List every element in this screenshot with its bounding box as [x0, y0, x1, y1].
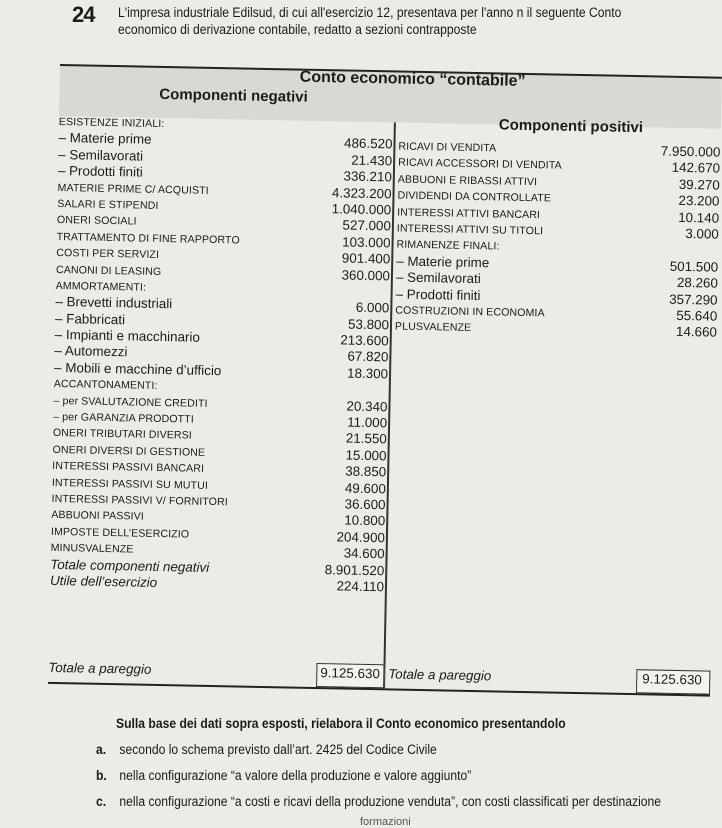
negative-row-value: 10.800	[344, 512, 386, 529]
negative-components-column	[49, 114, 393, 595]
negative-row-label: MATERIE PRIME C/ ACQUISTI	[57, 181, 209, 197]
negative-row-label: INTERESSI PASSIVI BANCARI	[52, 460, 205, 476]
table-title: Conto economico “contabile”	[299, 68, 526, 90]
item-a-letter: a.	[96, 742, 107, 757]
negative-row-value: 8.901.520	[324, 561, 385, 578]
item-c	[96, 794, 661, 809]
income-statement-table	[48, 62, 722, 715]
item-b	[96, 768, 471, 783]
negative-row-label: – Impianti e macchinario	[54, 327, 201, 345]
negative-row-label: ONERI SOCIALI	[56, 214, 137, 228]
negative-row-value: 38.850	[345, 463, 387, 480]
negative-row-label: AMMORTAMENTI:	[55, 279, 147, 294]
negative-row-label: CANONI DI LEASING	[55, 263, 162, 278]
negative-row-label: – Brevetti industriali	[55, 294, 173, 312]
negative-row-value: 4.323.200	[331, 184, 392, 201]
negative-row-value: 901.400	[341, 250, 391, 267]
negative-row-label: TRATTAMENTO DI FINE RAPPORTO	[56, 230, 240, 247]
positive-row-value: 7.950.000	[660, 143, 721, 160]
negative-row-label: Utile dell’esercizio	[49, 572, 158, 590]
negative-row-label: – Materie prime	[58, 130, 152, 148]
negative-row-label: – Prodotti finiti	[57, 163, 143, 180]
negative-row-label: ABBUONI PASSIVI	[51, 509, 144, 524]
positive-row-value: 3.000	[685, 225, 719, 242]
negative-row-value: 213.600	[340, 332, 389, 349]
positive-row-label: PLUSVALENZE	[394, 320, 472, 335]
negative-row-label: Totale componenti negativi	[50, 556, 210, 575]
negative-row-value: 49.600	[344, 480, 387, 496]
question-text: Sulla base dei dati sopra esposti, rielabora il Conto economico presentandolo	[116, 716, 566, 731]
positive-row-value: 142.670	[671, 160, 721, 177]
negative-row-label: COSTI PER SERVIZI	[56, 247, 160, 262]
positive-row-label: DIVIDENDI DA CONTROLLATE	[397, 189, 552, 205]
total-negative-label: Totale a pareggio	[48, 659, 152, 677]
footer-fragment: formazioni	[360, 816, 411, 828]
negative-row-label: INTERESSI PASSIVI V/ FORNITORI	[51, 492, 228, 509]
negative-row-value: 53.800	[347, 316, 390, 333]
negative-row-value: 486.520	[343, 135, 393, 152]
positive-row-value: 55.640	[676, 307, 718, 324]
negative-row-label: IMPOSTE DELL’ESERCIZIO	[50, 525, 190, 541]
positive-row-value: 39.270	[678, 176, 720, 193]
exercise-number: 24	[72, 2, 95, 27]
negative-row-label: – per SVALUTAZIONE CREDITI	[53, 394, 208, 410]
item-c-text: nella configurazione “a costi e ricavi della produzione venduta”, con costi classificati per destinazione	[119, 794, 662, 809]
negative-row-value: 360.000	[341, 266, 391, 283]
negative-row-label: – Fabbricati	[54, 310, 126, 327]
negative-row-value: 6.000	[355, 300, 390, 316]
negative-row-value: 11.000	[347, 414, 388, 431]
negative-row-value: 18.300	[346, 365, 389, 382]
item-b-text: nella configurazione “a valore della produzione e valore aggiunto”	[119, 768, 472, 783]
item-a	[96, 742, 437, 757]
exercise-intro	[118, 4, 658, 38]
negative-row-label: ESISTENZE INIZIALI:	[58, 115, 165, 131]
positive-row-label: INTERESSI ATTIVI BANCARI	[397, 206, 541, 221]
negative-row-value: 67.820	[347, 349, 389, 365]
positive-row-label: INTERESSI ATTIVI SU TITOLI	[396, 222, 544, 238]
negative-row-value: 527.000	[342, 217, 392, 234]
negative-row-label: ONERI DIVERSI DI GESTIONE	[52, 443, 206, 459]
negative-row-value: 204.900	[336, 529, 386, 546]
positive-row-label: RICAVI ACCESSORI DI VENDITA	[398, 156, 562, 173]
negative-row-label: SALARI E STIPENDI	[57, 197, 159, 212]
positive-row-label: – Semilavorati	[395, 269, 481, 287]
negative-row-value: 20.340	[346, 398, 388, 414]
item-c-letter: c.	[96, 794, 107, 809]
positive-row-label: COSTRUZIONI IN ECONOMIA	[395, 304, 545, 320]
negative-row-label: – per GARANZIA PRODOTTI	[53, 410, 194, 426]
negative-row-value: 21.430	[351, 152, 393, 169]
positive-row-value: 14.660	[675, 324, 718, 340]
item-a-text: secondo lo schema previsto dall’art. 2425 del Codice Civile	[119, 742, 437, 757]
positive-row-value: 28.260	[676, 275, 719, 291]
negative-row-label: ACCANTONAMENTI:	[53, 378, 158, 393]
item-b-letter: b.	[96, 768, 107, 783]
negative-row-value: 36.600	[344, 496, 386, 513]
negative-components-header: Componenti negativi	[159, 85, 308, 106]
positive-row-label: – Materie prime	[396, 253, 490, 271]
negative-row-label: – Mobili e macchine d’ufficio	[53, 359, 222, 379]
positive-row-label: RICAVI DI VENDITA	[398, 140, 497, 155]
negative-row-label: – Semilavorati	[58, 146, 144, 164]
negative-row-value: 15.000	[345, 447, 387, 464]
positive-components-column	[395, 139, 721, 342]
positive-row-value: 357.290	[669, 291, 718, 308]
positive-components-header: Componenti positivi	[498, 116, 644, 137]
negative-row-value: 21.550	[345, 430, 387, 447]
total-negative-value: 9.125.630	[320, 665, 381, 682]
negative-row-value: 336.210	[343, 168, 392, 185]
total-positive-value: 9.125.630	[642, 671, 702, 688]
negative-row-label: ONERI TRIBUTARI DIVERSI	[52, 427, 193, 443]
negative-row-label: INTERESSI PASSIVI SU MUTUI	[51, 476, 209, 492]
total-positive-label: Totale a pareggio	[388, 666, 492, 684]
negative-row-label: – Automezzi	[54, 343, 128, 360]
negative-row-label: MINUSVALENZE	[50, 542, 134, 556]
intro-line-1: L'impresa industriale Edilsud, di cui all'esercizio 12, presentava per l'anno n il seguente Conto	[118, 5, 622, 20]
positive-row-value: 23.200	[678, 193, 720, 209]
positive-row-label: ABBUONI E RIBASSI ATTIVI	[397, 173, 538, 188]
positive-row-label: – Prodotti finiti	[395, 286, 481, 303]
positive-row-label: RIMANENZE FINALI:	[396, 238, 500, 253]
negative-row-value: 1.040.000	[331, 201, 392, 218]
negative-row-value: 103.000	[342, 234, 391, 251]
negative-row-value: 34.600	[343, 545, 385, 562]
positive-row-value: 10.140	[678, 209, 720, 226]
intro-line-2: economico di derivazione contabile, redatto a sezioni contrapposte	[118, 22, 477, 37]
negative-row-value: 224.110	[336, 578, 385, 595]
positive-row-value: 501.500	[669, 258, 719, 275]
